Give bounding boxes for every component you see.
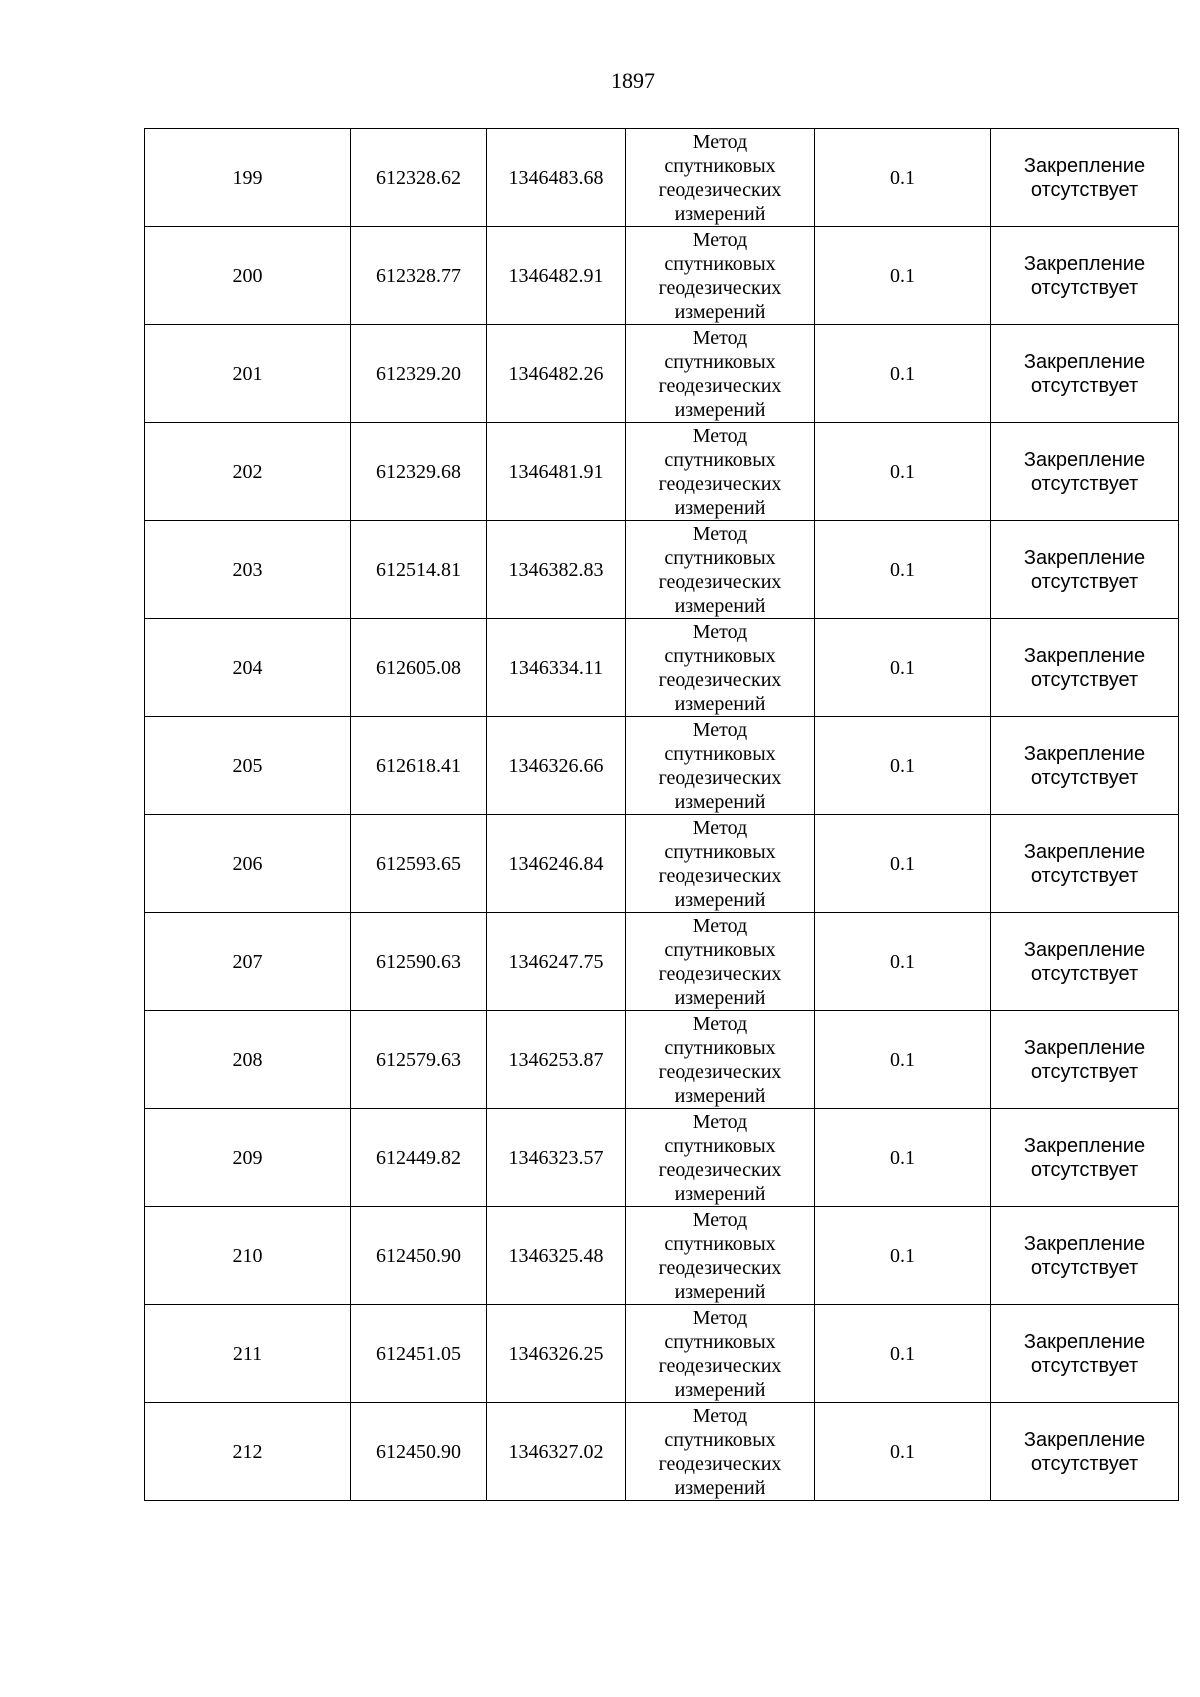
y-coordinate-cell: 1346247.75: [487, 913, 626, 1011]
method-line: спутниковых: [664, 644, 776, 667]
point-number-cell: 203: [145, 521, 351, 619]
method-line: Метод: [692, 914, 748, 937]
table-row: [145, 1109, 1179, 1207]
fixing-cell: [991, 1207, 1179, 1305]
y-coordinate-cell: 1346334.11: [487, 619, 626, 717]
method-cell: [626, 1207, 815, 1305]
fixing-line: отсутствует: [1030, 668, 1139, 691]
method-line: геодезических: [658, 668, 782, 691]
precision-cell: 0.1: [815, 1011, 991, 1109]
precision-cell: 0.1: [815, 227, 991, 325]
coordinates-table: [144, 128, 1179, 1501]
precision-cell: 0.1: [815, 619, 991, 717]
fixing-cell: [991, 913, 1179, 1011]
coordinates-table-body: [145, 129, 1179, 1501]
y-coordinate-cell: 1346482.26: [487, 325, 626, 423]
x-coordinate-cell: 612590.63: [351, 913, 487, 1011]
table-row: [145, 423, 1179, 521]
table-row: [145, 619, 1179, 717]
precision-cell: 0.1: [815, 1305, 991, 1403]
method-cell: [626, 423, 815, 521]
method-line: спутниковых: [664, 448, 776, 471]
method-cell: [626, 815, 815, 913]
method-line: Метод: [692, 326, 748, 349]
method-cell: [626, 1109, 815, 1207]
method-line: измерений: [674, 202, 766, 225]
fixing-line: отсутствует: [1030, 962, 1139, 985]
fixing-line: отсутствует: [1030, 864, 1139, 887]
fixing-line: отсутствует: [1030, 1256, 1139, 1279]
point-number-cell: 201: [145, 325, 351, 423]
method-line: измерений: [674, 888, 766, 911]
y-coordinate-cell: 1346326.66: [487, 717, 626, 815]
point-number-cell: 200: [145, 227, 351, 325]
table-row: [145, 521, 1179, 619]
y-coordinate-cell: 1346325.48: [487, 1207, 626, 1305]
method-line: Метод: [692, 620, 748, 643]
precision-cell: 0.1: [815, 325, 991, 423]
point-number-cell: 209: [145, 1109, 351, 1207]
method-line: измерений: [674, 594, 766, 617]
fixing-cell: [991, 815, 1179, 913]
fixing-line: Закрепление: [1023, 1428, 1146, 1451]
point-number-cell: 205: [145, 717, 351, 815]
method-line: геодезических: [658, 178, 782, 201]
method-line: геодезических: [658, 864, 782, 887]
table-row: [145, 129, 1179, 227]
x-coordinate-cell: 612593.65: [351, 815, 487, 913]
method-line: геодезических: [658, 766, 782, 789]
precision-cell: 0.1: [815, 1403, 991, 1501]
fixing-line: отсутствует: [1030, 178, 1139, 201]
table-row: [145, 1011, 1179, 1109]
method-line: геодезических: [658, 962, 782, 985]
fixing-cell: [991, 325, 1179, 423]
method-line: спутниковых: [664, 938, 776, 961]
fixing-line: отсутствует: [1030, 570, 1139, 593]
point-number-cell: 210: [145, 1207, 351, 1305]
method-line: измерений: [674, 986, 766, 1009]
fixing-line: Закрепление: [1023, 154, 1146, 177]
y-coordinate-cell: 1346323.57: [487, 1109, 626, 1207]
precision-cell: 0.1: [815, 913, 991, 1011]
x-coordinate-cell: 612329.68: [351, 423, 487, 521]
fixing-cell: [991, 1403, 1179, 1501]
point-number-cell: 202: [145, 423, 351, 521]
method-line: измерений: [674, 496, 766, 519]
x-coordinate-cell: 612328.77: [351, 227, 487, 325]
method-line: геодезических: [658, 1354, 782, 1377]
point-number-cell: 199: [145, 129, 351, 227]
method-line: Метод: [692, 718, 748, 741]
method-line: геодезических: [658, 1256, 782, 1279]
method-line: спутниковых: [664, 1036, 776, 1059]
method-line: геодезических: [658, 1060, 782, 1083]
method-line: измерений: [674, 692, 766, 715]
fixing-line: Закрепление: [1023, 1330, 1146, 1353]
method-line: Метод: [692, 424, 748, 447]
fixing-cell: [991, 1109, 1179, 1207]
fixing-line: Закрепление: [1023, 1232, 1146, 1255]
method-line: Метод: [692, 522, 748, 545]
point-number-cell: 211: [145, 1305, 351, 1403]
method-cell: [626, 521, 815, 619]
method-line: спутниковых: [664, 1330, 776, 1353]
method-line: спутниковых: [664, 1232, 776, 1255]
x-coordinate-cell: 612450.90: [351, 1403, 487, 1501]
point-number-cell: 208: [145, 1011, 351, 1109]
fixing-line: отсутствует: [1030, 276, 1139, 299]
precision-cell: 0.1: [815, 1109, 991, 1207]
fixing-cell: [991, 1011, 1179, 1109]
method-line: измерений: [674, 398, 766, 421]
method-line: спутниковых: [664, 252, 776, 275]
fixing-cell: [991, 717, 1179, 815]
method-line: геодезических: [658, 472, 782, 495]
point-number-cell: 206: [145, 815, 351, 913]
y-coordinate-cell: 1346482.91: [487, 227, 626, 325]
fixing-line: отсутствует: [1030, 1452, 1139, 1475]
method-line: геодезических: [658, 570, 782, 593]
method-cell: [626, 129, 815, 227]
table-row: [145, 325, 1179, 423]
method-line: измерений: [674, 1182, 766, 1205]
fixing-line: отсутствует: [1030, 374, 1139, 397]
fixing-cell: [991, 227, 1179, 325]
method-line: измерений: [674, 1378, 766, 1401]
y-coordinate-cell: 1346483.68: [487, 129, 626, 227]
point-number-cell: 207: [145, 913, 351, 1011]
method-cell: [626, 619, 815, 717]
x-coordinate-cell: 612514.81: [351, 521, 487, 619]
method-line: Метод: [692, 1012, 748, 1035]
method-line: измерений: [674, 1280, 766, 1303]
point-number-cell: 204: [145, 619, 351, 717]
y-coordinate-cell: 1346382.83: [487, 521, 626, 619]
method-line: Метод: [692, 1306, 748, 1329]
method-line: спутниковых: [664, 742, 776, 765]
fixing-line: Закрепление: [1023, 1036, 1146, 1059]
method-line: геодезических: [658, 1158, 782, 1181]
method-line: геодезических: [658, 374, 782, 397]
method-line: измерений: [674, 1084, 766, 1107]
method-cell: [626, 913, 815, 1011]
table-row: [145, 1403, 1179, 1501]
x-coordinate-cell: 612618.41: [351, 717, 487, 815]
fixing-cell: [991, 423, 1179, 521]
y-coordinate-cell: 1346481.91: [487, 423, 626, 521]
x-coordinate-cell: 612328.62: [351, 129, 487, 227]
y-coordinate-cell: 1346326.25: [487, 1305, 626, 1403]
y-coordinate-cell: 1346327.02: [487, 1403, 626, 1501]
table-row: [145, 1305, 1179, 1403]
fixing-line: отсутствует: [1030, 1158, 1139, 1181]
method-cell: [626, 1011, 815, 1109]
fixing-cell: [991, 521, 1179, 619]
fixing-line: Закрепление: [1023, 350, 1146, 373]
x-coordinate-cell: 612449.82: [351, 1109, 487, 1207]
method-line: Метод: [692, 1208, 748, 1231]
method-cell: [626, 1305, 815, 1403]
fixing-line: Закрепление: [1023, 546, 1146, 569]
method-line: Метод: [692, 130, 748, 153]
method-line: Метод: [692, 228, 748, 251]
page-number: 1897: [611, 68, 655, 93]
fixing-line: отсутствует: [1030, 472, 1139, 495]
fixing-cell: [991, 129, 1179, 227]
x-coordinate-cell: 612451.05: [351, 1305, 487, 1403]
method-line: спутниковых: [664, 1428, 776, 1451]
fixing-line: Закрепление: [1023, 644, 1146, 667]
method-line: Метод: [692, 1404, 748, 1427]
fixing-line: отсутствует: [1030, 1060, 1139, 1083]
method-line: измерений: [674, 790, 766, 813]
table-row: [145, 1207, 1179, 1305]
method-cell: [626, 717, 815, 815]
method-line: спутниковых: [664, 840, 776, 863]
table-row: [145, 913, 1179, 1011]
x-coordinate-cell: 612579.63: [351, 1011, 487, 1109]
y-coordinate-cell: 1346253.87: [487, 1011, 626, 1109]
method-line: Метод: [692, 816, 748, 839]
table-row: [145, 717, 1179, 815]
precision-cell: 0.1: [815, 815, 991, 913]
fixing-line: Закрепление: [1023, 252, 1146, 275]
fixing-line: Закрепление: [1023, 448, 1146, 471]
method-line: измерений: [674, 1476, 766, 1499]
x-coordinate-cell: 612605.08: [351, 619, 487, 717]
method-line: спутниковых: [664, 1134, 776, 1157]
method-line: спутниковых: [664, 350, 776, 373]
method-cell: [626, 1403, 815, 1501]
method-line: Метод: [692, 1110, 748, 1133]
table-row: [145, 815, 1179, 913]
method-line: геодезических: [658, 1452, 782, 1475]
precision-cell: 0.1: [815, 521, 991, 619]
method-line: спутниковых: [664, 546, 776, 569]
table-row: [145, 227, 1179, 325]
fixing-line: Закрепление: [1023, 840, 1146, 863]
y-coordinate-cell: 1346246.84: [487, 815, 626, 913]
precision-cell: 0.1: [815, 1207, 991, 1305]
precision-cell: 0.1: [815, 717, 991, 815]
method-line: геодезических: [658, 276, 782, 299]
fixing-cell: [991, 619, 1179, 717]
x-coordinate-cell: 612450.90: [351, 1207, 487, 1305]
precision-cell: 0.1: [815, 423, 991, 521]
fixing-cell: [991, 1305, 1179, 1403]
method-line: измерений: [674, 300, 766, 323]
point-number-cell: 212: [145, 1403, 351, 1501]
fixing-line: отсутствует: [1030, 1354, 1139, 1377]
fixing-line: Закрепление: [1023, 938, 1146, 961]
precision-cell: 0.1: [815, 129, 991, 227]
x-coordinate-cell: 612329.20: [351, 325, 487, 423]
fixing-line: отсутствует: [1030, 766, 1139, 789]
method-line: спутниковых: [664, 154, 776, 177]
method-cell: [626, 227, 815, 325]
fixing-line: Закрепление: [1023, 742, 1146, 765]
method-cell: [626, 325, 815, 423]
fixing-line: Закрепление: [1023, 1134, 1146, 1157]
